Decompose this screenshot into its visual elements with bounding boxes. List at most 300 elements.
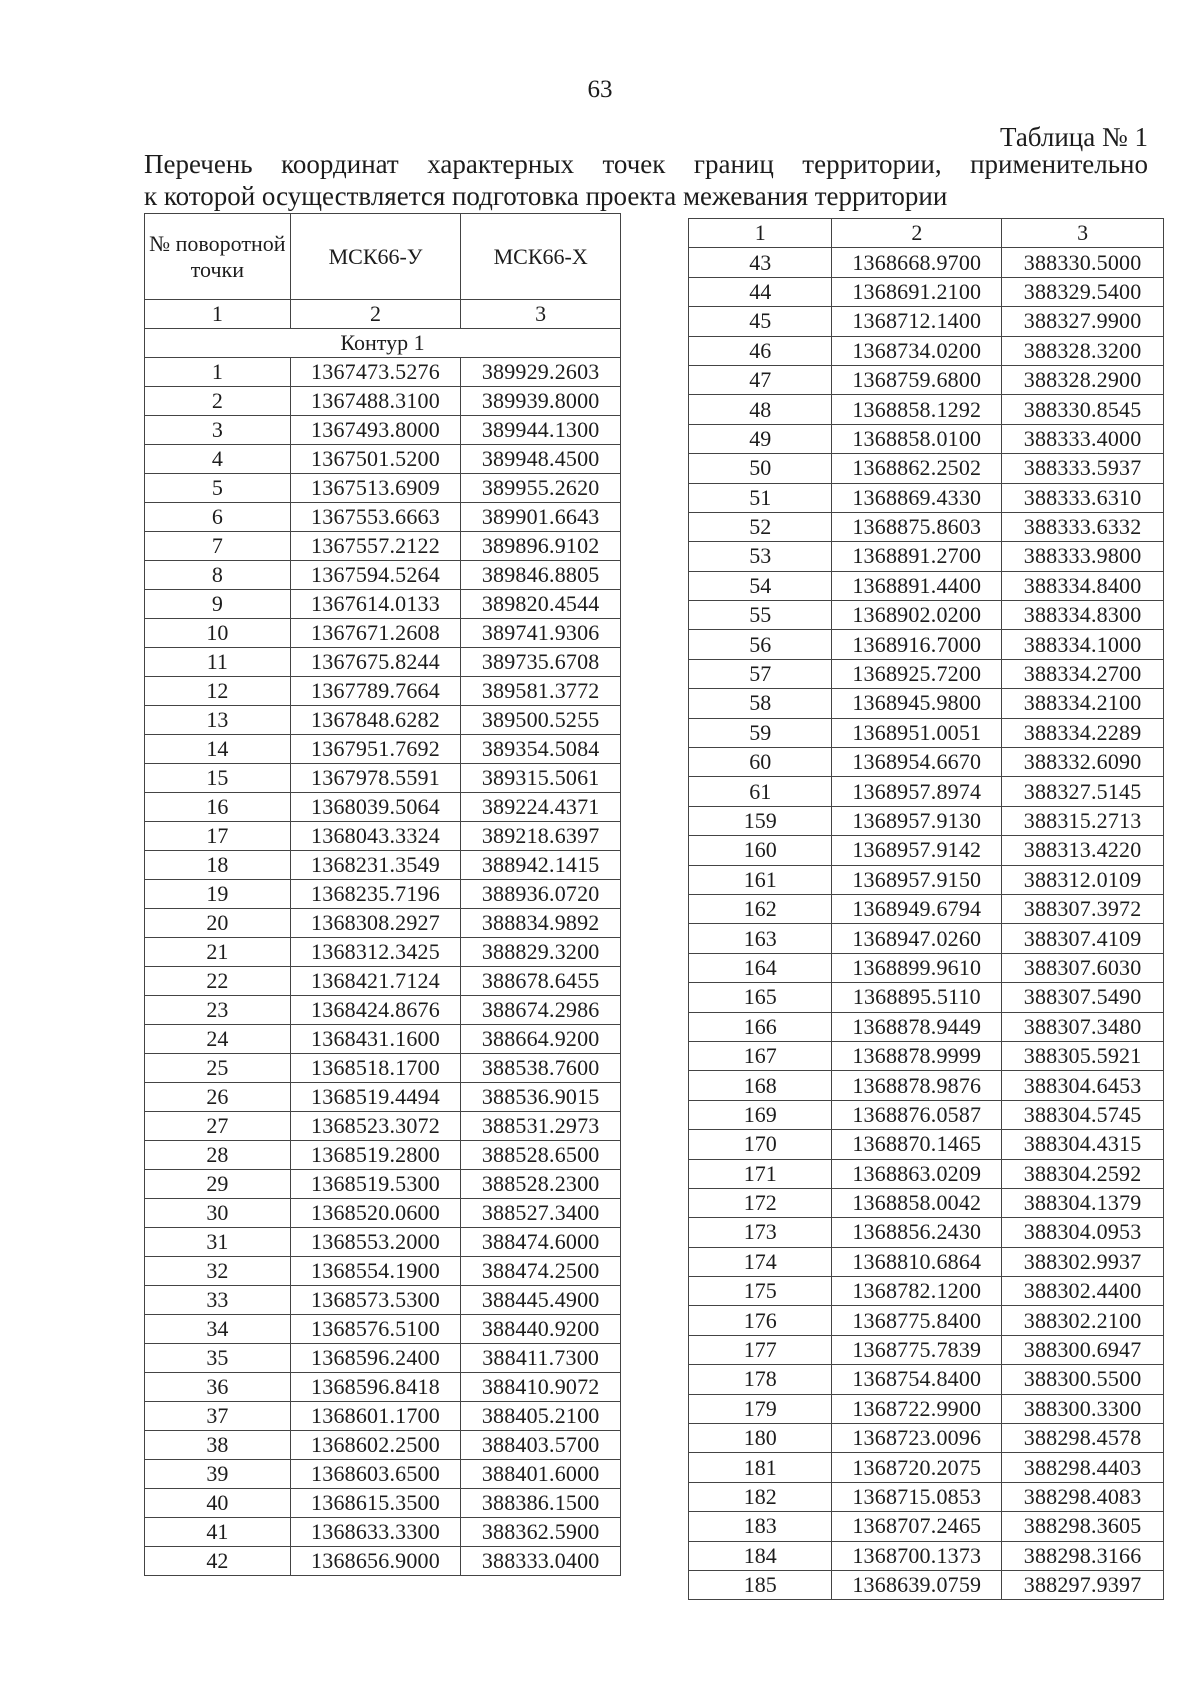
- table-row: [145, 532, 621, 561]
- msk66-x-cell: 388531.2973: [461, 1112, 621, 1141]
- msk66-x-cell: 388333.6310: [1002, 483, 1164, 512]
- point-number-cell: 11: [145, 648, 291, 677]
- msk66-x-cell: 389218.6397: [461, 822, 621, 851]
- table-row: [145, 880, 621, 909]
- point-number-cell: 51: [689, 483, 832, 512]
- msk66-y-cell: 1367951.7692: [290, 735, 461, 764]
- msk66-x-cell: 388334.8400: [1002, 571, 1164, 600]
- msk66-y-cell: 1368856.2430: [832, 1218, 1002, 1247]
- msk66-y-cell: 1368700.1373: [832, 1541, 1002, 1570]
- msk66-x-cell: 388304.1379: [1002, 1188, 1164, 1217]
- point-number-cell: 21: [145, 938, 291, 967]
- msk66-y-cell: 1368899.9610: [832, 953, 1002, 982]
- msk66-y-cell: 1368782.1200: [832, 1277, 1002, 1306]
- table-row: [145, 1199, 621, 1228]
- table-row: [145, 1315, 621, 1344]
- point-number-cell: 53: [689, 542, 832, 571]
- msk66-y-cell: 1368707.2465: [832, 1512, 1002, 1541]
- msk66-y-cell: 1368891.2700: [832, 542, 1002, 571]
- table-row: [145, 561, 621, 590]
- msk66-y-cell: 1368775.8400: [832, 1306, 1002, 1335]
- table-row: [689, 1012, 1164, 1041]
- msk66-x-cell: 388327.9900: [1002, 307, 1164, 336]
- table-row: [689, 1453, 1164, 1482]
- table-row: [145, 706, 621, 735]
- table-row: [145, 938, 621, 967]
- table-row: [145, 387, 621, 416]
- msk66-y-cell: 1368576.5100: [290, 1315, 461, 1344]
- msk66-y-cell: 1368876.0587: [832, 1100, 1002, 1129]
- table-row: [689, 1394, 1164, 1423]
- msk66-x-cell: 388405.2100: [461, 1402, 621, 1431]
- table-row: [145, 909, 621, 938]
- table-row: [689, 512, 1164, 541]
- msk66-y-cell: 1368734.0200: [832, 336, 1002, 365]
- table-row: [689, 894, 1164, 923]
- point-number-cell: 31: [145, 1228, 291, 1257]
- table-row: [145, 1257, 621, 1286]
- msk66-y-cell: 1368878.9449: [832, 1012, 1002, 1041]
- heading-line-2: к которой осуществляется подготовка проекта межевания территории: [144, 181, 948, 211]
- msk66-x-cell: 388334.2100: [1002, 689, 1164, 718]
- msk66-y-cell: 1368810.6864: [832, 1247, 1002, 1276]
- msk66-y-cell: 1368519.5300: [290, 1170, 461, 1199]
- contour-row: [145, 329, 621, 358]
- point-number-cell: 174: [689, 1247, 832, 1276]
- table-row: [145, 1228, 621, 1257]
- table-row: [689, 1570, 1164, 1599]
- msk66-x-cell: 388440.9200: [461, 1315, 621, 1344]
- msk66-x-cell: 388304.5745: [1002, 1100, 1164, 1129]
- point-number-cell: 26: [145, 1083, 291, 1112]
- msk66-y-cell: 1368875.8603: [832, 512, 1002, 541]
- msk66-x-cell: 388528.2300: [461, 1170, 621, 1199]
- table-row: [689, 659, 1164, 688]
- point-number-cell: 40: [145, 1489, 291, 1518]
- header-msk66-x: МСК66-Х: [461, 214, 621, 300]
- point-number-cell: 8: [145, 561, 291, 590]
- msk66-x-cell: 388674.2986: [461, 996, 621, 1025]
- point-number-cell: 180: [689, 1424, 832, 1453]
- point-number-cell: 15: [145, 764, 291, 793]
- table-body-right: [689, 248, 1164, 1600]
- msk66-y-cell: 1367501.5200: [290, 445, 461, 474]
- msk66-y-cell: 1367553.6663: [290, 503, 461, 532]
- msk66-x-cell: 389741.9306: [461, 619, 621, 648]
- msk66-x-cell: 388302.2100: [1002, 1306, 1164, 1335]
- point-number-cell: 22: [145, 967, 291, 996]
- msk66-x-cell: 388297.9397: [1002, 1570, 1164, 1599]
- table-row: [145, 1054, 621, 1083]
- table-row: [689, 1130, 1164, 1159]
- table-row: [689, 277, 1164, 306]
- msk66-x-cell: 388302.4400: [1002, 1277, 1164, 1306]
- table-row: [689, 1306, 1164, 1335]
- msk66-x-cell: 388403.5700: [461, 1431, 621, 1460]
- msk66-x-cell: 388678.6455: [461, 967, 621, 996]
- msk66-y-cell: 1368957.9130: [832, 806, 1002, 835]
- msk66-x-cell: 388305.5921: [1002, 1041, 1164, 1070]
- table-row: [689, 601, 1164, 630]
- msk66-x-cell: 389901.6643: [461, 503, 621, 532]
- msk66-x-cell: 388333.4000: [1002, 424, 1164, 453]
- point-number-cell: 19: [145, 880, 291, 909]
- msk66-x-cell: 388304.2592: [1002, 1159, 1164, 1188]
- coordinates-table-right: [688, 218, 1164, 1600]
- msk66-y-cell: 1368869.4330: [832, 483, 1002, 512]
- table-row: [689, 630, 1164, 659]
- point-number-cell: 57: [689, 659, 832, 688]
- msk66-x-cell: 388334.2289: [1002, 718, 1164, 747]
- column-number: 3: [1002, 219, 1164, 248]
- table-row: [145, 793, 621, 822]
- point-number-cell: 39: [145, 1460, 291, 1489]
- msk66-y-cell: 1367671.2608: [290, 619, 461, 648]
- msk66-y-cell: 1368431.1600: [290, 1025, 461, 1054]
- msk66-y-cell: 1368945.9800: [832, 689, 1002, 718]
- header-point-number: № поворотной точки: [145, 214, 291, 300]
- point-number-cell: 166: [689, 1012, 832, 1041]
- point-number-cell: 175: [689, 1277, 832, 1306]
- point-number-cell: 56: [689, 630, 832, 659]
- msk66-y-cell: 1367473.5276: [290, 358, 461, 387]
- table-row: [145, 1460, 621, 1489]
- msk66-x-cell: 388300.6947: [1002, 1335, 1164, 1364]
- msk66-y-cell: 1368957.9150: [832, 865, 1002, 894]
- msk66-x-cell: 388834.9892: [461, 909, 621, 938]
- point-number-cell: 12: [145, 677, 291, 706]
- msk66-y-cell: 1368916.7000: [832, 630, 1002, 659]
- point-number-cell: 183: [689, 1512, 832, 1541]
- table-row: [145, 648, 621, 677]
- column-number: 3: [461, 300, 621, 329]
- msk66-x-cell: 388298.4578: [1002, 1424, 1164, 1453]
- msk66-x-cell: 388327.5145: [1002, 777, 1164, 806]
- table-row: [689, 571, 1164, 600]
- point-number-cell: 55: [689, 601, 832, 630]
- point-number-cell: 61: [689, 777, 832, 806]
- document-heading: [144, 148, 1148, 212]
- table-row: [689, 1041, 1164, 1070]
- msk66-y-cell: 1368712.1400: [832, 307, 1002, 336]
- point-number-cell: 2: [145, 387, 291, 416]
- msk66-y-cell: 1368862.2502: [832, 454, 1002, 483]
- msk66-y-cell: 1368519.4494: [290, 1083, 461, 1112]
- msk66-x-cell: 388307.5490: [1002, 983, 1164, 1012]
- table-row: [145, 1489, 621, 1518]
- table-label: Таблица № 1: [1000, 122, 1148, 152]
- column-number: 1: [689, 219, 832, 248]
- msk66-y-cell: 1367789.7664: [290, 677, 461, 706]
- point-number-cell: 181: [689, 1453, 832, 1482]
- msk66-y-cell: 1368231.3549: [290, 851, 461, 880]
- msk66-x-cell: 388333.9800: [1002, 542, 1164, 571]
- msk66-y-cell: 1368954.6670: [832, 748, 1002, 777]
- point-number-cell: 165: [689, 983, 832, 1012]
- msk66-y-cell: 1368043.3324: [290, 822, 461, 851]
- point-number-cell: 48: [689, 395, 832, 424]
- point-number-cell: 18: [145, 851, 291, 880]
- table-row: [689, 1277, 1164, 1306]
- msk66-x-cell: 388333.5937: [1002, 454, 1164, 483]
- table-row: [689, 1071, 1164, 1100]
- point-number-cell: 42: [145, 1547, 291, 1576]
- table-row: [689, 542, 1164, 571]
- point-number-cell: 28: [145, 1141, 291, 1170]
- msk66-y-cell: 1368895.5110: [832, 983, 1002, 1012]
- msk66-x-cell: 389944.1300: [461, 416, 621, 445]
- table-row: [145, 1025, 621, 1054]
- table-row: [145, 1286, 621, 1315]
- table-row: [145, 590, 621, 619]
- msk66-x-cell: 388333.0400: [461, 1547, 621, 1576]
- point-number-cell: 59: [689, 718, 832, 747]
- table-row: [145, 416, 621, 445]
- table-header-row: [145, 214, 621, 300]
- msk66-x-cell: 389315.5061: [461, 764, 621, 793]
- table-row: [145, 1431, 621, 1460]
- table-row: [689, 248, 1164, 277]
- msk66-y-cell: 1368720.2075: [832, 1453, 1002, 1482]
- msk66-y-cell: 1368519.2800: [290, 1141, 461, 1170]
- point-number-cell: 162: [689, 894, 832, 923]
- msk66-x-cell: 389820.4544: [461, 590, 621, 619]
- msk66-x-cell: 388302.9937: [1002, 1247, 1164, 1276]
- point-number-cell: 20: [145, 909, 291, 938]
- point-number-cell: 1: [145, 358, 291, 387]
- msk66-y-cell: 1368870.1465: [832, 1130, 1002, 1159]
- table-row: [145, 1112, 621, 1141]
- table-row: [689, 483, 1164, 512]
- table-row: [689, 1424, 1164, 1453]
- msk66-x-cell: 388474.6000: [461, 1228, 621, 1257]
- point-number-cell: 27: [145, 1112, 291, 1141]
- point-number-cell: 37: [145, 1402, 291, 1431]
- point-number-cell: 49: [689, 424, 832, 453]
- msk66-x-cell: 388307.3480: [1002, 1012, 1164, 1041]
- point-number-cell: 25: [145, 1054, 291, 1083]
- msk66-x-cell: 388527.3400: [461, 1199, 621, 1228]
- msk66-y-cell: 1368615.3500: [290, 1489, 461, 1518]
- table-row: [689, 424, 1164, 453]
- msk66-y-cell: 1368902.0200: [832, 601, 1002, 630]
- table-row: [145, 619, 621, 648]
- msk66-y-cell: 1367488.3100: [290, 387, 461, 416]
- msk66-y-cell: 1368863.0209: [832, 1159, 1002, 1188]
- column-number: 1: [145, 300, 291, 329]
- point-number-cell: 16: [145, 793, 291, 822]
- table-row: [145, 851, 621, 880]
- msk66-x-cell: 389896.9102: [461, 532, 621, 561]
- msk66-y-cell: 1368858.0042: [832, 1188, 1002, 1217]
- point-number-cell: 38: [145, 1431, 291, 1460]
- msk66-y-cell: 1368235.7196: [290, 880, 461, 909]
- msk66-y-cell: 1367493.8000: [290, 416, 461, 445]
- point-number-cell: 179: [689, 1394, 832, 1423]
- table-row: [145, 1083, 621, 1112]
- msk66-x-cell: 388536.9015: [461, 1083, 621, 1112]
- point-number-cell: 177: [689, 1335, 832, 1364]
- table-row: [689, 1482, 1164, 1511]
- msk66-y-cell: 1368691.2100: [832, 277, 1002, 306]
- point-number-cell: 160: [689, 836, 832, 865]
- table-row: [689, 1188, 1164, 1217]
- point-number-cell: 170: [689, 1130, 832, 1159]
- msk66-y-cell: 1367557.2122: [290, 532, 461, 561]
- msk66-x-cell: 388528.6500: [461, 1141, 621, 1170]
- msk66-y-cell: 1368957.9142: [832, 836, 1002, 865]
- msk66-x-cell: 388304.6453: [1002, 1071, 1164, 1100]
- table-row: [145, 1547, 621, 1576]
- msk66-y-cell: 1368603.6500: [290, 1460, 461, 1489]
- point-number-cell: 44: [689, 277, 832, 306]
- column-number-row: [145, 300, 621, 329]
- msk66-y-cell: 1367614.0133: [290, 590, 461, 619]
- msk66-y-cell: 1368878.9876: [832, 1071, 1002, 1100]
- msk66-y-cell: 1368891.4400: [832, 571, 1002, 600]
- msk66-y-cell: 1368957.8974: [832, 777, 1002, 806]
- point-number-cell: 32: [145, 1257, 291, 1286]
- point-number-cell: 7: [145, 532, 291, 561]
- point-number-cell: 173: [689, 1218, 832, 1247]
- msk66-x-cell: 388334.2700: [1002, 659, 1164, 688]
- table-row: [689, 865, 1164, 894]
- msk66-y-cell: 1368520.0600: [290, 1199, 461, 1228]
- msk66-x-cell: 388332.6090: [1002, 748, 1164, 777]
- msk66-x-cell: 388328.2900: [1002, 365, 1164, 394]
- table-row: [145, 1518, 621, 1547]
- msk66-x-cell: 388538.7600: [461, 1054, 621, 1083]
- table-row: [689, 777, 1164, 806]
- msk66-x-cell: 388401.6000: [461, 1460, 621, 1489]
- point-number-cell: 3: [145, 416, 291, 445]
- msk66-x-cell: 389500.5255: [461, 706, 621, 735]
- table-row: [689, 1512, 1164, 1541]
- msk66-x-cell: 388664.9200: [461, 1025, 621, 1054]
- msk66-x-cell: 389948.4500: [461, 445, 621, 474]
- msk66-y-cell: 1368633.3300: [290, 1518, 461, 1547]
- msk66-x-cell: 388474.2500: [461, 1257, 621, 1286]
- msk66-y-cell: 1368947.0260: [832, 924, 1002, 953]
- point-number-cell: 182: [689, 1482, 832, 1511]
- table-row: [145, 764, 621, 793]
- msk66-x-cell: 388304.0953: [1002, 1218, 1164, 1247]
- point-number-cell: 35: [145, 1344, 291, 1373]
- msk66-y-cell: 1368858.1292: [832, 395, 1002, 424]
- msk66-x-cell: 389846.8805: [461, 561, 621, 590]
- table-row: [689, 689, 1164, 718]
- msk66-y-cell: 1368312.3425: [290, 938, 461, 967]
- msk66-y-cell: 1368602.2500: [290, 1431, 461, 1460]
- point-number-cell: 176: [689, 1306, 832, 1335]
- table-row: [689, 924, 1164, 953]
- point-number-cell: 9: [145, 590, 291, 619]
- msk66-x-cell: 389354.5084: [461, 735, 621, 764]
- point-number-cell: 168: [689, 1071, 832, 1100]
- msk66-y-cell: 1368523.3072: [290, 1112, 461, 1141]
- msk66-y-cell: 1368858.0100: [832, 424, 1002, 453]
- point-number-cell: 60: [689, 748, 832, 777]
- table-row: [689, 1247, 1164, 1276]
- point-number-cell: 43: [689, 248, 832, 277]
- point-number-cell: 23: [145, 996, 291, 1025]
- table-row: [145, 1344, 621, 1373]
- msk66-x-cell: 388307.3972: [1002, 894, 1164, 923]
- msk66-y-cell: 1368723.0096: [832, 1424, 1002, 1453]
- column-number: 2: [290, 300, 461, 329]
- msk66-x-cell: 388328.3200: [1002, 336, 1164, 365]
- msk66-y-cell: 1368668.9700: [832, 248, 1002, 277]
- table-row: [689, 1100, 1164, 1129]
- table-row: [689, 748, 1164, 777]
- table-row: [689, 806, 1164, 835]
- table-row: [689, 983, 1164, 1012]
- msk66-x-cell: 388313.4220: [1002, 836, 1164, 865]
- msk66-x-cell: 388312.0109: [1002, 865, 1164, 894]
- table-row: [145, 1373, 621, 1402]
- msk66-y-cell: 1368722.9900: [832, 1394, 1002, 1423]
- msk66-y-cell: 1367978.5591: [290, 764, 461, 793]
- point-number-cell: 6: [145, 503, 291, 532]
- msk66-y-cell: 1368421.7124: [290, 967, 461, 996]
- point-number-cell: 185: [689, 1570, 832, 1599]
- table-row: [689, 336, 1164, 365]
- msk66-y-cell: 1368424.8676: [290, 996, 461, 1025]
- msk66-x-cell: 388298.3605: [1002, 1512, 1164, 1541]
- msk66-y-cell: 1368039.5064: [290, 793, 461, 822]
- msk66-y-cell: 1368656.9000: [290, 1547, 461, 1576]
- msk66-x-cell: 389581.3772: [461, 677, 621, 706]
- msk66-y-cell: 1368775.7839: [832, 1335, 1002, 1364]
- point-number-cell: 58: [689, 689, 832, 718]
- msk66-x-cell: 388942.1415: [461, 851, 621, 880]
- point-number-cell: 178: [689, 1365, 832, 1394]
- point-number-cell: 169: [689, 1100, 832, 1129]
- msk66-x-cell: 388298.4403: [1002, 1453, 1164, 1482]
- table-row: [145, 1170, 621, 1199]
- msk66-y-cell: 1368759.6800: [832, 365, 1002, 394]
- msk66-x-cell: 388362.5900: [461, 1518, 621, 1547]
- table-row: [145, 445, 621, 474]
- msk66-x-cell: 388298.4083: [1002, 1482, 1164, 1511]
- table-row: [145, 967, 621, 996]
- table-row: [145, 735, 621, 764]
- table-row: [145, 503, 621, 532]
- msk66-x-cell: 388300.3300: [1002, 1394, 1164, 1423]
- msk66-x-cell: 388304.4315: [1002, 1130, 1164, 1159]
- table-row: [689, 718, 1164, 747]
- msk66-x-cell: 388334.8300: [1002, 601, 1164, 630]
- msk66-y-cell: 1367675.8244: [290, 648, 461, 677]
- msk66-y-cell: 1368553.2000: [290, 1228, 461, 1257]
- msk66-y-cell: 1368518.1700: [290, 1054, 461, 1083]
- table-row: [689, 307, 1164, 336]
- msk66-y-cell: 1368554.1900: [290, 1257, 461, 1286]
- point-number-cell: 17: [145, 822, 291, 851]
- point-number-cell: 41: [145, 1518, 291, 1547]
- msk66-x-cell: 389939.8000: [461, 387, 621, 416]
- msk66-y-cell: 1368596.2400: [290, 1344, 461, 1373]
- msk66-y-cell: 1368596.8418: [290, 1373, 461, 1402]
- table-row: [145, 996, 621, 1025]
- msk66-y-cell: 1368715.0853: [832, 1482, 1002, 1511]
- point-number-cell: 4: [145, 445, 291, 474]
- msk66-y-cell: 1368951.0051: [832, 718, 1002, 747]
- point-number-cell: 184: [689, 1541, 832, 1570]
- column-number: 2: [832, 219, 1002, 248]
- msk66-x-cell: 388298.3166: [1002, 1541, 1164, 1570]
- table-row: [145, 474, 621, 503]
